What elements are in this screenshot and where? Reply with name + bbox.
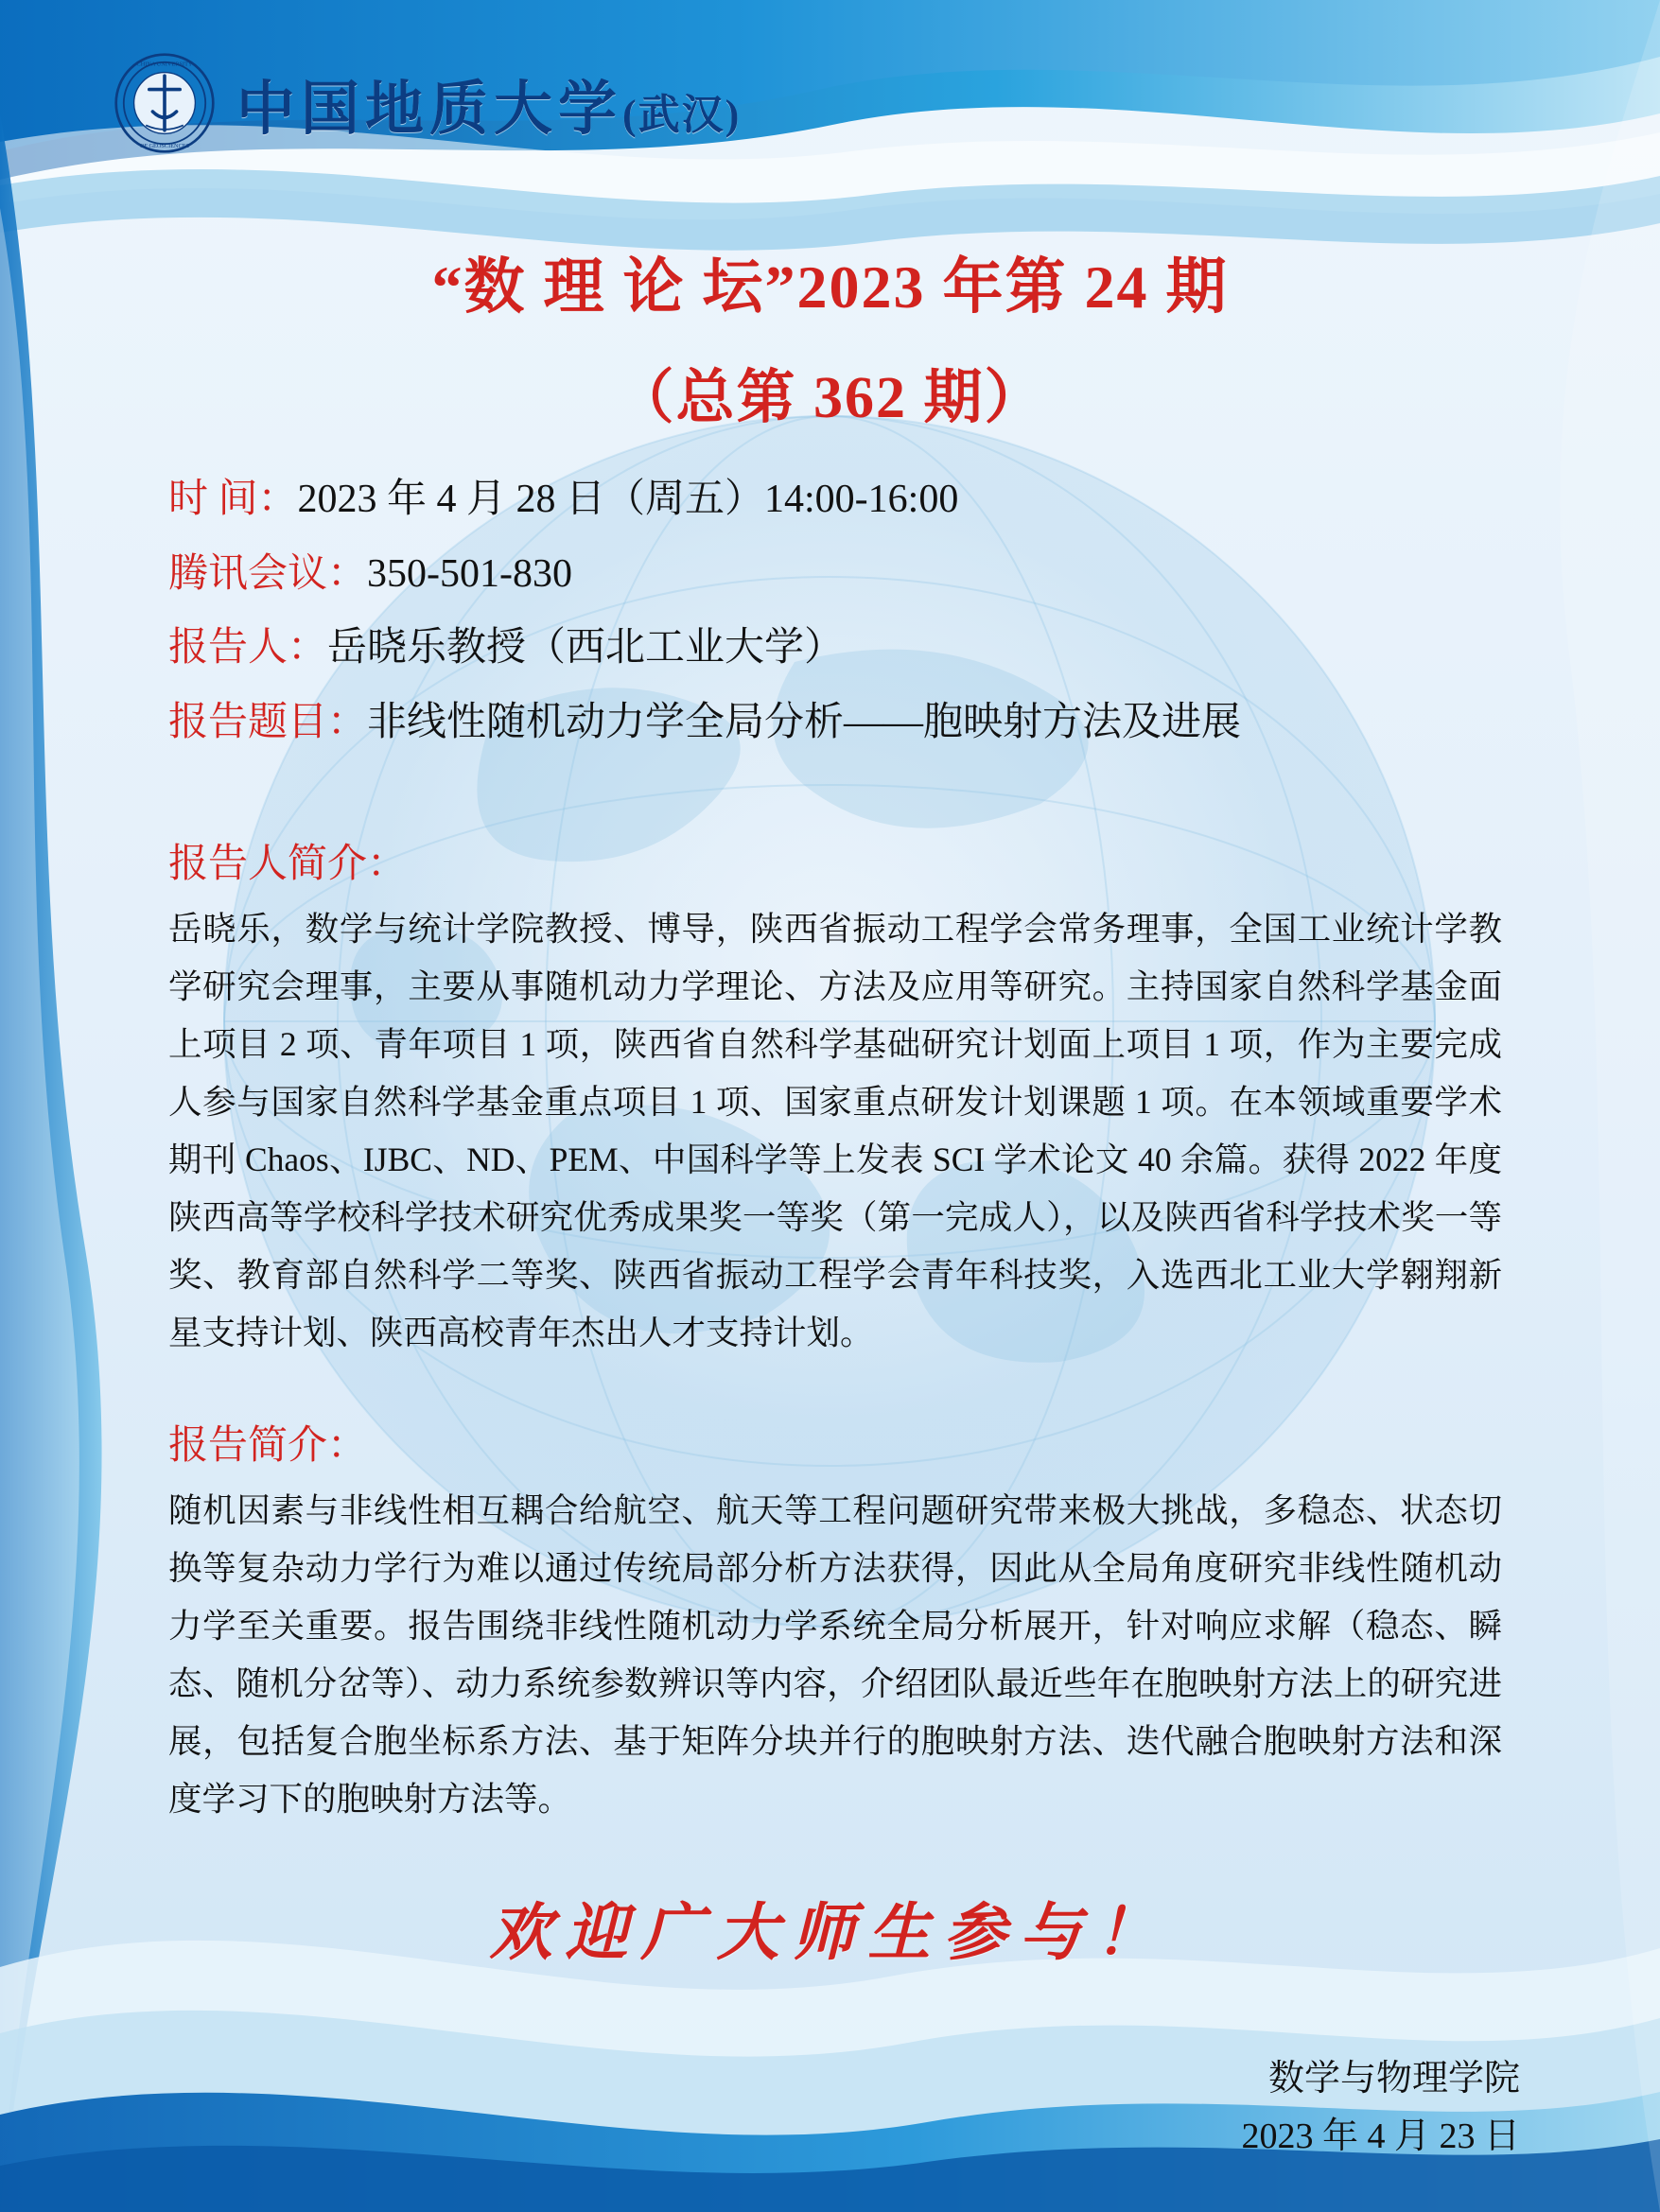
meeting-time-value: 2023 年 4 月 28 日（周五）14:00-16:00	[297, 478, 959, 521]
meeting-info	[168, 473, 1521, 771]
speaker-row	[168, 621, 1521, 675]
meeting-id-row	[168, 548, 1521, 601]
speaker-value: 岳晓乐教授（西北工业大学）	[327, 626, 845, 671]
university-title	[236, 61, 741, 146]
talk-title-label: 报告题目：	[168, 701, 368, 745]
speaker-bio-section	[168, 832, 1502, 1362]
footer-date: 2023 年 4 月 23 日	[1241, 2116, 1520, 2156]
meeting-id-label: 腾讯会议：	[168, 551, 368, 596]
university-campus-text: (武汉)	[622, 91, 742, 138]
university-seal-icon	[114, 52, 216, 154]
poster-footer	[1241, 2050, 1520, 2166]
university-name-text: 中国地质大学	[236, 77, 623, 142]
svg-text:CHINA UNIVERSITY: CHINA UNIVERSITY	[136, 61, 193, 68]
poster-header	[114, 52, 741, 154]
page-title: “数 理 论 坛”2023 年第 24 期	[431, 253, 1229, 321]
talk-title-value: 非线性随机动力学全局分析——胞映射方法及进展	[367, 701, 1242, 745]
meeting-id-value: 350-501-830	[367, 551, 572, 596]
footer-organizer: 数学与物理学院	[1267, 2059, 1520, 2099]
page-subtitle: （总第 362 期）	[615, 366, 1045, 430]
meeting-time-label: 时 间：	[168, 478, 298, 521]
talk-abstract-heading: 报告简介：	[168, 1424, 368, 1468]
meeting-time-row	[168, 473, 1521, 527]
talk-title-row	[168, 696, 1521, 750]
svg-text:OF GEOSCIENCES: OF GEOSCIENCES	[139, 142, 190, 149]
speaker-bio-body: 岳晓乐，数学与统计学院教授、博导，陕西省振动工程学会常务理事，全国工业统计学教学研究会理事，主要从事随机动力学理论、方法及应用等研究。主持国家自然科学基金面上项目 2 项、青年项目 1 项，陕西省自然科学基础研究计划面上项目 1 项，作为主要完成人参与国家自然科学基金重点项目 1 项、国家重点研发计划课题 1 项。在本领域重要学术期刊 Chaos、IJBC、ND、PEM、中国科学等上发表 SCI 学术论文 40 余篇。获得 2022 年度陕西高等学校科学技术研究优秀成果奖一等奖（第一完成人），以及陕西省科学技术奖一等奖、教育部自然科学二等奖、陕西省振动工程学会青年科技奖，入选西北工业大学翱翔新星支持计划、陕西高校青年杰出人才支持计划。	[168, 910, 1502, 1352]
welcome-banner: 欢迎广大师生参与！	[489, 1899, 1171, 1968]
talk-abstract-section	[168, 1414, 1502, 1828]
speaker-label: 报告人：	[168, 626, 328, 671]
speaker-bio-heading: 报告人简介：	[168, 843, 408, 886]
talk-abstract-body: 随机因素与非线性相互耦合给航空、航天等工程问题研究带来极大挑战，多稳态、状态切换等复杂动力学行为难以通过传统局部分析方法获得，因此从全局角度研究非线性随机动力学至关重要。报告围绕非线性随机动力学系统全局分析展开，针对响应求解（稳态、瞬态、随机分岔等）、动力系统参数辨识等内容，介绍团队最近些年在胞映射方法上的研究进展，包括复合胞坐标系方法、基于矩阵分块并行的胞映射方法、迭代融合胞映射方法和深度学习下的胞映射方法等。	[168, 1491, 1502, 1819]
